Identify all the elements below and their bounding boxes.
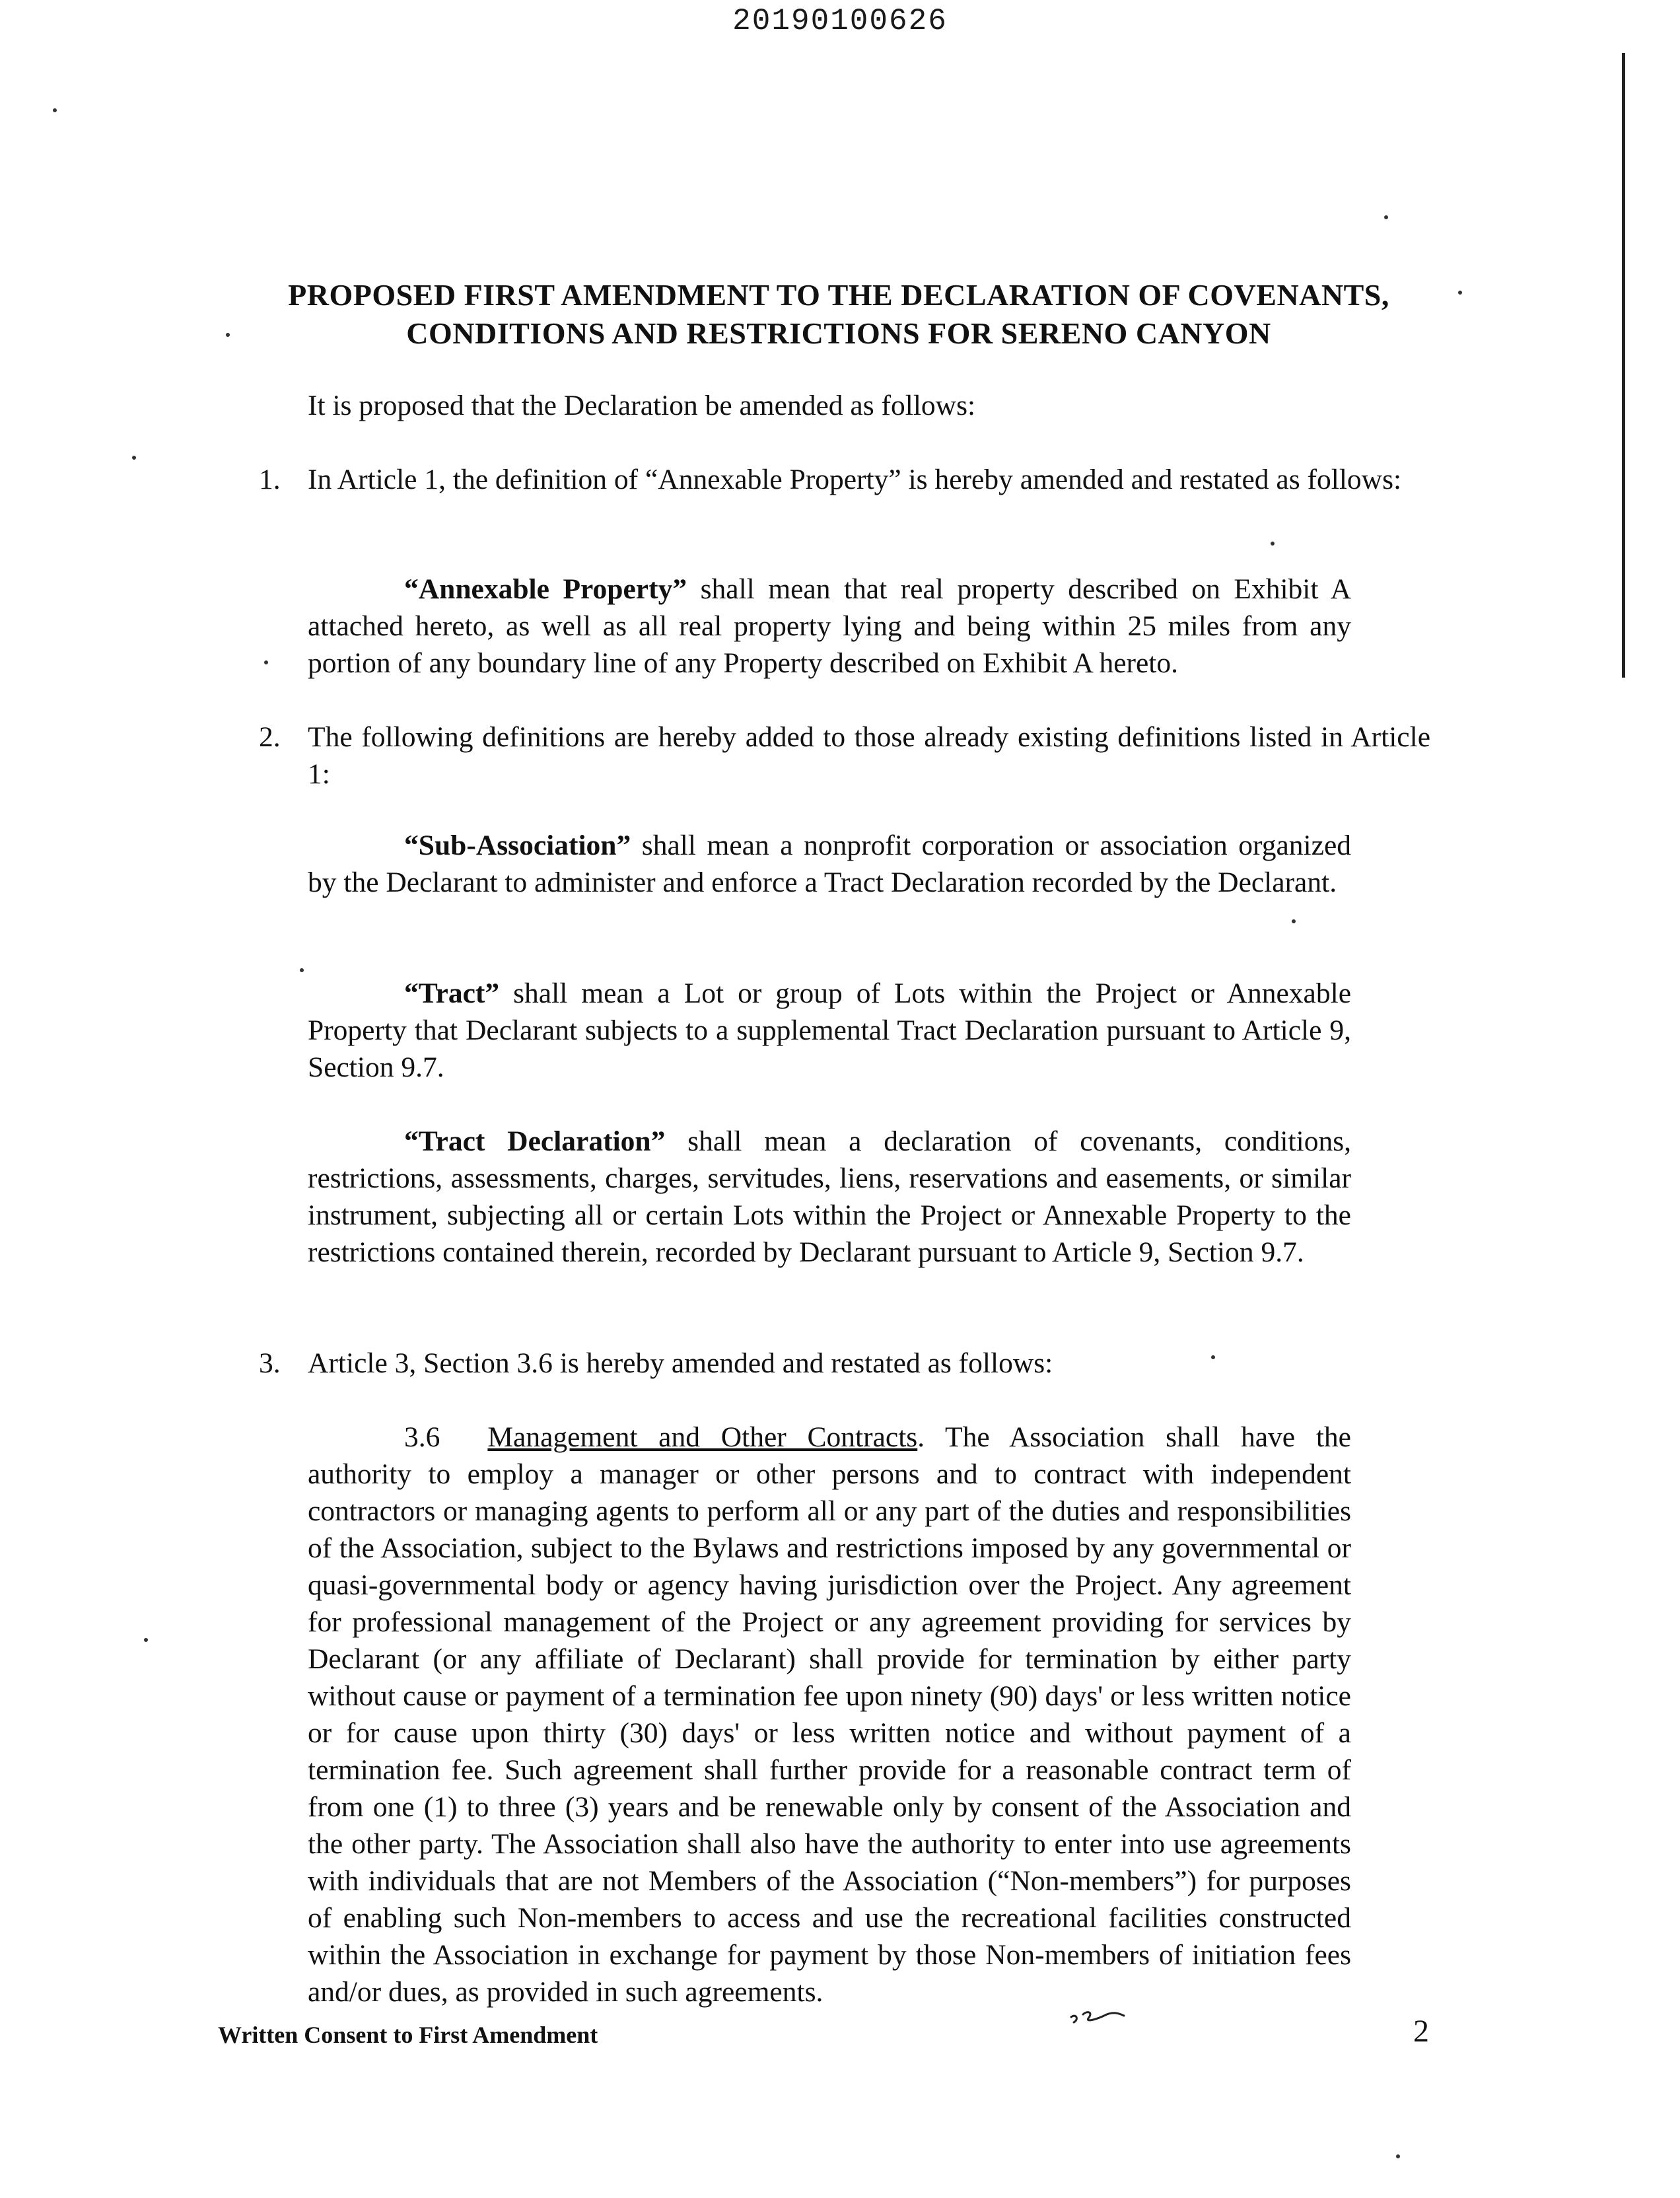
item-2-number: 2.: [259, 721, 281, 753]
definition-sub-association: [308, 827, 1351, 901]
definition-annexable-property: [308, 571, 1351, 682]
intro-paragraph: It is proposed that the Declaration be amended as follows:: [308, 390, 976, 421]
section-title: Management and Other Contracts: [487, 1421, 918, 1453]
scan-speck: [226, 333, 230, 337]
definition-tract-declaration: [308, 1123, 1351, 1271]
scan-speck: [1458, 291, 1462, 295]
item-3-text: Article 3, Section 3.6 is hereby amended and restated as follows:: [308, 1347, 1053, 1379]
document-number: 20190100626: [732, 4, 948, 38]
section-3-6: [308, 1419, 1351, 2010]
definition-text: shall mean a declaration of covenants, conditions, restrictions, assessments, charges, servitudes, liens, reservations and easements, or similar instrument, subjecting all or certain Lots within the Project or Annexable Property to the restrictions contained therein, recorded by Declarant pursuant to Article 9, Section 9.7.: [308, 1125, 1351, 1268]
item-1-number: 1.: [259, 464, 281, 495]
scan-speck: [1211, 1355, 1215, 1359]
section-number: 3.6: [404, 1421, 440, 1453]
scan-speck: [144, 1638, 148, 1642]
scan-speck: [300, 968, 304, 972]
scan-edge-line: [1622, 53, 1625, 678]
definition-term: “Tract Declaration”: [404, 1125, 666, 1157]
scan-speck: [1292, 919, 1296, 923]
definition-text: shall mean a nonprofit corporation or association organized by the Declarant to administer and enforce a Tract Declaration recorded by the Declarant.: [308, 830, 1351, 898]
definition-text: shall mean that real property described on Exhibit A attached hereto, as well as all real property lying and being within 25 miles from any portion of any boundary line of any Property described on Exhibit A hereto.: [308, 573, 1351, 679]
scan-speck: [53, 108, 57, 112]
section-text: . The Association shall have the authority to employ a manager or other persons and to contract with independent contractors or managing agents to perform all or any part of the duties and responsibilities of the Association, subject to the Bylaws and restrictions imposed by any governmental or quasi-governmental body or agency having jurisdiction over the Project. Any agreement for professional management of the Project or any agreement providing for services by Declarant (or any affiliate of Declarant) shall provide for termination by either party without cause or payment of a termination fee upon ninety (90) days' or less written notice or for cause upon thirty (30) days' or less written notice and without payment of a termination fee. Such agreement shall further provide for a reasonable contract term of from one (1) to three (3) years and be renewable only by consent of the Association and the other party. The Association shall also have the authority to enter into use agreements with individuals that are not Members of the Association (“Non-members”) for purposes of enabling such Non-members to access and use the recreational facilities constructed within the Association in exchange for payment by those Non-members of initiation fees and/or dues, as provided in such agreements.: [308, 1421, 1351, 2008]
item-1-text: In Article 1, the definition of “Annexable Property” is hereby amended and restated as follows:: [308, 464, 1402, 495]
title-line-1: PROPOSED FIRST AMENDMENT TO THE DECLARATION OF COVENANTS,: [288, 278, 1389, 312]
item-3-number: 3.: [259, 1347, 281, 1379]
definition-text: shall mean a Lot or group of Lots within the Project or Annexable Property that Declarant subjects to a supplemental Tract Declaration pursuant to Article 9, Section 9.7.: [308, 977, 1351, 1083]
definition-term: “Tract”: [404, 977, 500, 1009]
item-2-text: The following definitions are hereby added to those already existing definitions listed in Article 1:: [308, 721, 1430, 790]
scan-speck: [1384, 215, 1388, 219]
footer-label: Written Consent to First Amendment: [218, 2022, 598, 2048]
definition-term: “Annexable Property”: [404, 573, 687, 605]
definition-term: “Sub-Association”: [404, 830, 631, 861]
document-title: [218, 276, 1459, 353]
scan-speck: [1396, 2154, 1400, 2158]
definition-tract: [308, 975, 1351, 1086]
title-line-2: CONDITIONS AND RESTRICTIONS FOR SERENO CANYON: [406, 316, 1271, 350]
page-number: 2: [1413, 2014, 1429, 2049]
scan-speck: [264, 660, 268, 664]
handwritten-initials: [1067, 2000, 1128, 2026]
scan-speck: [132, 456, 136, 460]
scan-speck: [1271, 542, 1275, 546]
